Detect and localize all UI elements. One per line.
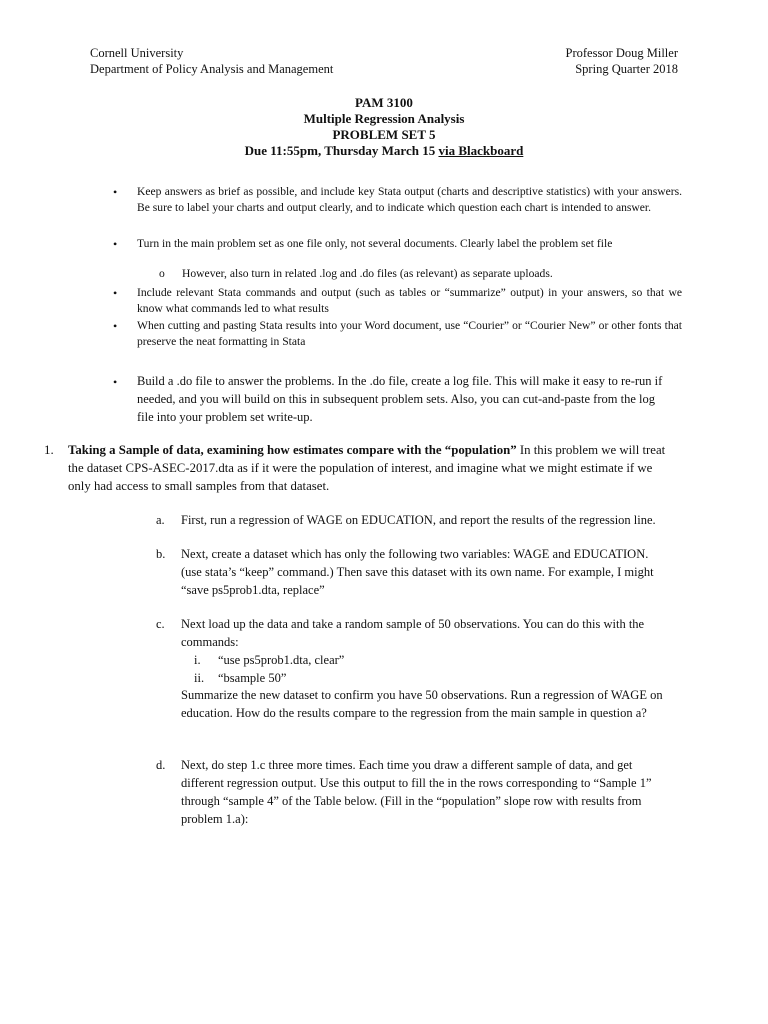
due-date — [0, 143, 768, 159]
question-number: 1. — [44, 442, 54, 457]
item-text: First, run a regression of WAGE on EDUCATION, and report the results of the regression line. — [181, 513, 656, 527]
item-text: Next load up the data and take a random sample of 50 observations. You can do this with the commands: — [181, 617, 645, 649]
due-link: via Blackboard — [438, 143, 524, 158]
bullet-marker: • — [113, 319, 118, 333]
bullet-item: Keep answers as brief as possible, and include key Stata output (charts and descriptive statistics) with your answers. Be sure to label your charts and output clearly, and to indicate which question each chart is intended to answer. — [137, 185, 682, 214]
bullet-item: Turn in the main problem set as one file only, not several documents. Clearly label the problem set file — [137, 237, 613, 250]
command-label: ii. — [194, 671, 205, 685]
professor: Professor Doug Miller — [565, 46, 678, 60]
bullet-marker: • — [113, 286, 118, 300]
bullet-marker: • — [113, 237, 118, 251]
question-heading: Taking a Sample of data, examining how estimates compare with the “population” — [68, 443, 517, 457]
header-left — [90, 45, 333, 77]
header-right — [566, 45, 679, 77]
item-label: c. — [156, 617, 165, 631]
item-text: Next, create a dataset which has only the following two variables: WAGE and EDUCATION. (use stata’s “keep” command.) Then save this dataset with its own name. For example, I might “save ps5prob1.dta, replace” — [181, 547, 654, 597]
question-intro — [68, 441, 668, 495]
course-name: Multiple Regression Analysis — [303, 111, 465, 126]
course-number: PAM 3100 — [355, 95, 413, 110]
due-text: Due 11:55pm, Thursday March 15 — [244, 143, 439, 158]
command-label: i. — [194, 653, 201, 667]
title-block — [0, 95, 768, 159]
institution: Cornell University — [90, 46, 184, 60]
bullet-item: Include relevant Stata commands and output (such as tables or “summarize” output) in your answers, so that we know what commands led to what results — [137, 286, 682, 315]
command-text: “use ps5prob1.dta, clear” — [218, 653, 345, 667]
item-text: Next, do step 1.c three more times. Each time you draw a different sample of data, and get different regression output. Use this output to fill the in the rows corresponding to “Sample 1” through “sample 4” of the Table below. (Fill in the “population” slope row with results from problem 1.a): — [181, 758, 652, 826]
sub-bullet-marker: o — [159, 267, 165, 280]
problem-set-title: PROBLEM SET 5 — [332, 127, 436, 142]
department: Department of Policy Analysis and Management — [90, 62, 334, 76]
term: Spring Quarter 2018 — [575, 62, 678, 76]
bullet-item: Build a .do file to answer the problems. In the .do file, create a log file. This will make it easy to re-run if needed, and you will build on this in subsequent problem sets. Also, you can cut-and-paste from the log file into your problem set write-up. — [137, 374, 663, 424]
item-label: b. — [156, 547, 166, 561]
item-label: a. — [156, 513, 165, 527]
bullet-item: When cutting and pasting Stata results into your Word document, use “Courier” or “Courier New” or other fonts that preserve the neat formatting in Stata — [137, 319, 682, 348]
question-intro-text: In this problem we will treat the dataset CPS-ASEC-2017.dta as if it were the population of interest, and imagine what we might estimate if we only had access to small samples from that dataset. — [68, 443, 666, 493]
sub-bullet-item: However, also turn in related .log and .do files (as relevant) as separate uploads. — [182, 267, 553, 280]
item-followup: Summarize the new dataset to confirm you have 50 observations. Run a regression of WAGE on education. How do the results compare to the regression from the main sample in question a? — [181, 688, 663, 720]
item-label: d. — [156, 758, 166, 772]
command-text: “bsample 50” — [218, 671, 287, 685]
bullet-marker: • — [113, 375, 118, 389]
bullet-marker: • — [113, 185, 118, 199]
